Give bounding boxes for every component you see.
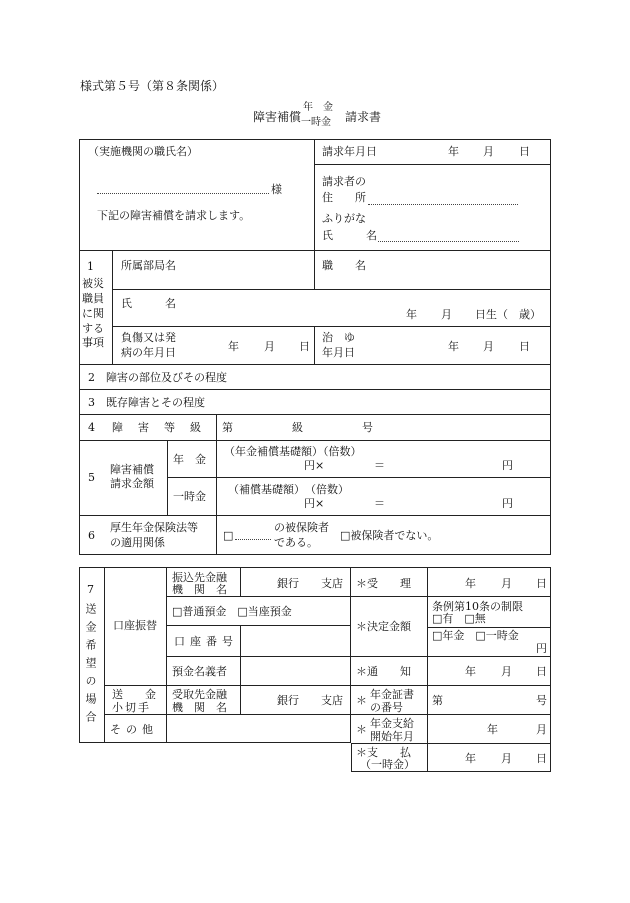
cert-prefix: 第	[432, 694, 443, 707]
form-title-stack-top: 年 金	[303, 102, 333, 113]
bank-name-field[interactable]: 銀行 支店	[277, 577, 343, 590]
grade-mid: 級	[292, 421, 303, 434]
birth-year: 年	[406, 308, 417, 321]
deposit-type-checkboxes[interactable]: □普通預金 □当座預金	[172, 605, 292, 618]
lump-label: 一時金	[173, 490, 206, 503]
section3-label: 3 既存障害とその程度	[88, 396, 205, 409]
cheque-label-1: 送 金	[112, 688, 156, 701]
lump-eq: ＝	[374, 497, 385, 510]
payment-year: 年	[465, 752, 476, 765]
payment-label-2: （一時金）	[360, 758, 415, 771]
injury-year: 年	[228, 340, 239, 353]
section5-number: 5	[88, 471, 95, 484]
claimant-label: 請求者の	[322, 175, 366, 188]
other-label: その他	[110, 723, 158, 736]
sama-label: 様	[271, 183, 282, 196]
decided-type-options[interactable]: □年金 □一時金	[432, 629, 519, 642]
injury-date-label-2: 病の年月日	[121, 346, 176, 359]
request-date-day: 日	[519, 145, 530, 158]
form-title-right: 請求書	[345, 110, 382, 124]
section6-number: 6	[88, 529, 95, 542]
recv-bank-label-2: 機 関 名	[172, 701, 227, 714]
claimant-name-label: 氏 名	[322, 229, 377, 242]
form-title-stack-bottom: 一時金	[301, 117, 331, 128]
request-text: 下記の障害補償を請求します。	[97, 209, 251, 222]
notice-label: ＊通 知	[356, 665, 411, 678]
recv-bank-name-field[interactable]: 銀行 支店	[277, 694, 343, 707]
cure-month: 月	[483, 340, 494, 353]
decided-yen: 円	[536, 642, 547, 655]
not-insured-checkbox[interactable]: □被保険者でない。	[340, 529, 439, 542]
form-number: 様式第５号（第８条関係）	[80, 79, 225, 93]
section1-label	[82, 277, 109, 359]
insured-text-2: である。	[274, 536, 318, 549]
cert-label-2: の番号	[370, 701, 403, 714]
cert-suffix: 号	[536, 694, 547, 707]
notice-year: 年	[465, 665, 476, 678]
pension-yen-x: 円×	[304, 459, 325, 472]
start-label-1: 年金支給	[370, 717, 414, 730]
account-transfer-label: 口座振替	[113, 619, 157, 632]
section5-label-1: 障害補償	[110, 463, 154, 476]
lump-yen: 円	[502, 497, 513, 510]
decided-amount-label: ＊決定金額	[356, 620, 411, 633]
pension-base-label: （年金補償基礎額）（倍数）	[224, 445, 362, 458]
grade-suffix: 号	[362, 421, 373, 434]
victim-name-label: 氏 名	[121, 297, 176, 310]
insured-law-field[interactable]	[235, 539, 271, 540]
cheque-label-2: 小切手	[112, 701, 151, 714]
grade-prefix: 第	[222, 421, 233, 434]
section6-label-1: 厚生年金保険法等	[110, 521, 198, 534]
injury-day: 日	[299, 340, 310, 353]
section5-label-2: 請求金額	[110, 477, 154, 490]
pension-yen: 円	[502, 459, 513, 472]
section7-label: 送金希望の場合	[84, 603, 97, 729]
bank-label-2: 機 関 名	[172, 583, 227, 596]
article10-options[interactable]: □有 □無	[432, 612, 486, 625]
pension-eq: ＝	[374, 459, 385, 472]
injury-date-label-1: 負傷又は発	[121, 331, 176, 344]
claimant-name-field[interactable]	[378, 241, 519, 242]
notice-month: 月	[501, 665, 512, 678]
pension-label: 年 金	[173, 453, 206, 466]
cert-asterisk: ＊	[356, 694, 367, 707]
start-year: 年	[487, 723, 498, 736]
start-asterisk: ＊	[356, 723, 367, 736]
agency-label: （実施機関の職氏名）	[88, 145, 198, 158]
request-date-label: 請求年月日	[322, 145, 377, 158]
section4-number: 4	[88, 421, 95, 434]
insured-text-1: の被保険者	[274, 521, 329, 534]
agency-name-field[interactable]	[97, 193, 269, 194]
cure-year: 年	[448, 340, 459, 353]
received-year: 年	[465, 577, 476, 590]
received-label: ＊受 理	[356, 577, 411, 590]
section1-label-text: 被災職員に関する事項	[82, 277, 104, 350]
cure-day: 日	[519, 340, 530, 353]
injury-month: 月	[264, 340, 275, 353]
recv-bank-label-1: 受取先金融	[172, 688, 227, 701]
insured-checkbox[interactable]: □	[223, 529, 234, 542]
payment-month: 月	[501, 752, 512, 765]
lump-base-label: （補償基礎額） （倍数）	[228, 483, 349, 496]
start-label-2: 開始年月	[370, 730, 414, 743]
position-label: 職 名	[322, 259, 366, 272]
request-date-month: 月	[483, 145, 494, 158]
notice-day: 日	[536, 665, 547, 678]
form-title-left: 障害補償	[253, 110, 302, 124]
birth-month: 月	[441, 308, 452, 321]
lump-yen-x: 円×	[304, 497, 325, 510]
account-number-label: 口座番号	[174, 635, 238, 648]
section6-label-2: の適用関係	[110, 536, 165, 549]
cert-label-1: 年金証書	[370, 688, 414, 701]
claimant-address-label: 住 所	[322, 191, 366, 204]
article10-text: 条例第10条の制限	[432, 600, 523, 613]
cure-label-2: 年月日	[322, 346, 355, 359]
received-month: 月	[501, 577, 512, 590]
dept-label: 所属部局名	[121, 259, 176, 272]
cure-label-1: 治 ゆ	[322, 331, 355, 344]
birth-day-age: 日生（ 歳）	[475, 308, 541, 321]
payment-day: 日	[536, 752, 547, 765]
section2-label: 2 障害の部位及びその程度	[88, 371, 227, 384]
start-month: 月	[536, 723, 547, 736]
received-day: 日	[536, 577, 547, 590]
section4-label: 障 害 等 級	[112, 421, 203, 434]
claimant-furigana-label: ふりがな	[322, 212, 366, 225]
payment-label-1: ＊支 払	[356, 746, 411, 759]
claimant-address-field[interactable]	[368, 204, 518, 205]
section1-number: 1	[87, 260, 94, 273]
section7-number: 7	[87, 583, 94, 596]
request-date-year: 年	[448, 145, 459, 158]
account-holder-label: 預金名義者	[172, 665, 227, 678]
bank-label-1: 振込先金融	[172, 571, 227, 584]
